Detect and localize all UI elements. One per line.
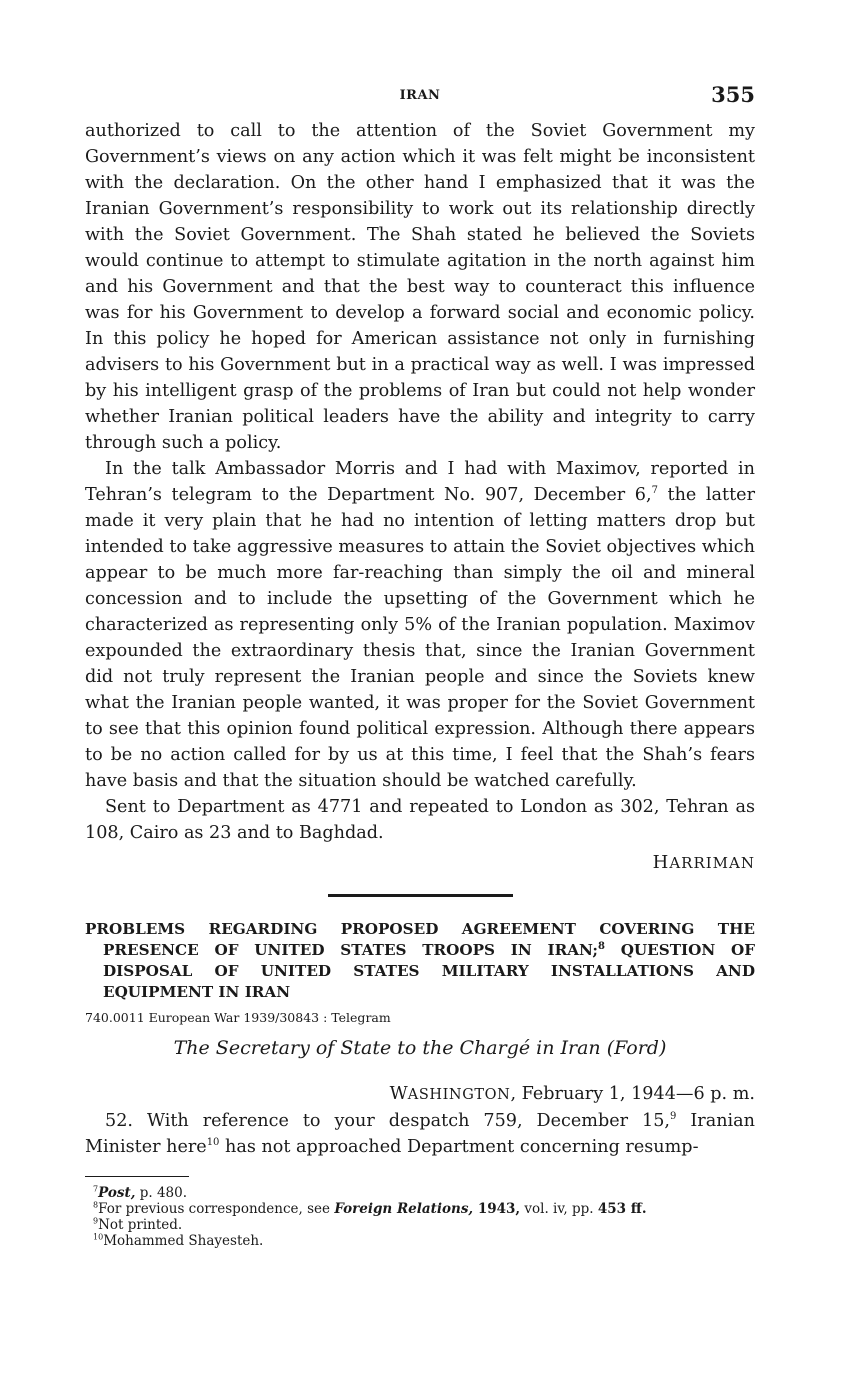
- section-heading: [85, 919, 755, 1003]
- footnote-number: 8: [93, 1200, 99, 1210]
- running-head: [85, 82, 755, 118]
- footnote-italic: Post,: [98, 1185, 136, 1201]
- footnote-text: vol. iv, pp.: [520, 1201, 598, 1217]
- footnote-text: p. 480.: [135, 1185, 188, 1201]
- dateline: [85, 1081, 755, 1108]
- telegram-paragraph: [85, 1108, 755, 1160]
- footnote-8: [85, 1201, 755, 1217]
- document-title-main: The Secretary of State to the Chargé in Iran: [173, 1037, 607, 1059]
- section-heading-text-b: QUESTION OF DISPOSAL OF UNITED STATES MILITARY INSTALLATIONS AND EQUIPMENT IN IRAN: [103, 941, 755, 1001]
- section-heading-text-a: PROBLEMS REGARDING PROPOSED AGREEMENT COVERING THE PRESENCE OF UNITED STATES TROOPS IN IRAN;: [85, 920, 755, 959]
- telegram-text-a: 52. With reference to your despatch 759, December 15,: [105, 1111, 671, 1131]
- telegram-text-b: Iranian Minister here: [85, 1111, 755, 1157]
- paragraph-3: Sent to Department as 4771 and repeated to London as 302, Tehran as 108, Cairo as 23 and to Baghdad.: [85, 797, 755, 843]
- section-divider: [328, 894, 513, 897]
- document-page: [85, 82, 755, 1249]
- footnote-10: [85, 1233, 755, 1249]
- footnote-ref-8[interactable]: 8: [597, 940, 605, 952]
- signature-rest: ARRIMAN: [669, 854, 755, 872]
- telegram-text-c: has not approached Department concerning resump-: [219, 1137, 699, 1157]
- footnote-ref-7[interactable]: 7: [651, 485, 658, 497]
- footnote-number: 9: [93, 1216, 99, 1226]
- footnote-bold: 1943,: [473, 1201, 521, 1217]
- signature-initial: H: [652, 852, 670, 873]
- dateline-initial: W: [389, 1084, 408, 1104]
- telegram-body: [85, 1108, 755, 1160]
- footnote-bold: 453 ff.: [597, 1201, 647, 1217]
- footnote-divider: [85, 1176, 189, 1177]
- footnote-7: [85, 1185, 755, 1201]
- footnote-text: Mohammed Shayesteh.: [103, 1233, 264, 1249]
- footnote-text: Not printed.: [98, 1217, 183, 1233]
- footnote-ref-9[interactable]: 9: [670, 1111, 677, 1123]
- footnote-ref-10[interactable]: 10: [206, 1137, 220, 1149]
- body-text: [85, 118, 755, 876]
- footnotes: [85, 1185, 755, 1249]
- footnote-italic: Foreign Relations,: [334, 1201, 474, 1217]
- paragraph-1: authorized to call to the attention of the Soviet Government my Government’s views on any action which it was felt might be inconsistent with the declaration. On the other hand I emphasized that it was the Iranian Government’s responsibility to work out its relationship directly with the Soviet Government. The Shah stated he believed the Soviets would continue to attempt to stimulate agitation in the north against him and his Government and that the best way to counteract this influence was for his Government to develop a forward social and economic policy. In this policy he hoped for American assistance not only in furnishing advisers to his Government but in a practical way as well. I was impressed by his intelligent grasp of the problems of Iran but could not help wonder whether Iranian political leaders have the ability and integrity to carry through such a policy.: [85, 121, 755, 453]
- paragraph-2: [85, 456, 755, 794]
- page-number: 355: [711, 82, 755, 107]
- paragraph-2-text-a: In the talk Ambassador Morris and I had with Maximov, reported in Tehran’s telegram to the Department No. 907, December 6,: [85, 459, 755, 505]
- paragraph-2-text-b: the latter made it very plain that he had no intention of letting matters drop but intended to take aggressive measures to attain the Soviet objectives which appear to be much more far-reaching than simply the oil and mineral concession and to include the upsetting of the Government which he characterized as representing only 5% of the Iranian population. Maximov expounded the extraordinary thesis that, since the Iranian Government did not truly represent the Iranian people and since the Soviets knew what the Iranian people wanted, it was proper for the Soviet Government to see that this opinion found political expression. Although there appears to be no action called for by us at this time, I feel that the Shah’s fears have basis and that the situation should be watched carefully.: [85, 485, 756, 791]
- running-title: IRAN: [399, 88, 441, 103]
- footnote-text: For previous correspondence, see: [98, 1201, 335, 1217]
- dateline-date: , February 1, 1944—6 p. m.: [510, 1084, 755, 1104]
- dateline-place: ASHINGTON: [407, 1087, 511, 1103]
- footnote-9: [85, 1217, 755, 1233]
- document-title: [85, 1035, 755, 1061]
- file-reference: 740.0011 European War 1939/30843 : Telegram: [85, 1010, 391, 1025]
- footnote-number: 10: [93, 1232, 104, 1242]
- signature: [85, 850, 755, 876]
- document-title-recipient: (Ford): [606, 1037, 667, 1059]
- footnote-number: 7: [93, 1184, 99, 1194]
